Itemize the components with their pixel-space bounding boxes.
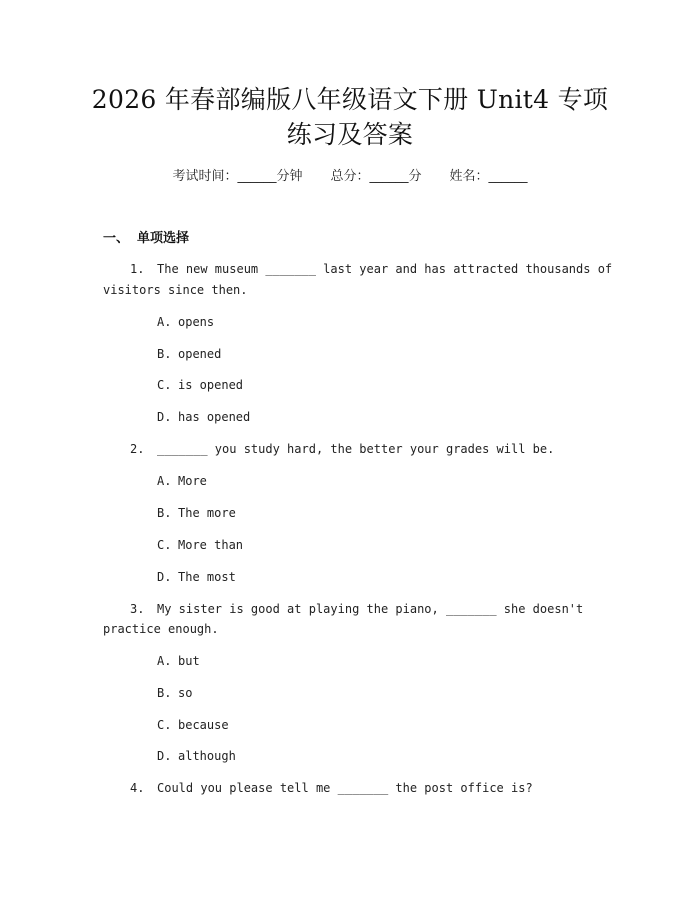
section-title: 单项选择 <box>137 231 190 246</box>
question-2-option-d <box>157 567 236 587</box>
student-name-field: 姓名：______ <box>449 169 528 184</box>
option-text: but <box>178 654 200 668</box>
question-2-line-1 <box>130 439 554 460</box>
exam-time-field: 考试时间：______分钟 <box>172 169 303 184</box>
question-number: 4. <box>130 781 145 795</box>
total-score-field: 总分：______分 <box>330 169 422 184</box>
question-1-option-c <box>157 375 243 395</box>
question-3-option-a <box>157 651 200 671</box>
option-text: The most <box>178 570 236 584</box>
question-text: The new museum _______ last year and has attracted thousands of <box>157 262 613 276</box>
question-number: 1. <box>130 262 145 276</box>
question-2-option-b <box>157 503 236 523</box>
question-4-line-1 <box>130 778 533 799</box>
question-number: 2. <box>130 442 145 456</box>
option-label: D. <box>157 570 172 584</box>
section-number: 一、 <box>103 231 130 246</box>
question-1-option-d <box>157 407 250 427</box>
question-1-option-a <box>157 312 214 332</box>
question-3-option-d <box>157 746 236 766</box>
document-title-line-2: 练习及答案 <box>286 120 414 149</box>
option-text: More than <box>178 538 244 552</box>
option-label: A. <box>157 654 172 668</box>
question-1-option-b <box>157 344 221 364</box>
question-text: Could you please tell me _______ the post office is? <box>157 781 533 795</box>
option-label: A. <box>157 315 172 329</box>
document-title-line-1: 2026 年春部编版八年级语文下册 Unit4 专项 <box>91 85 609 114</box>
question-text: My sister is good at playing the piano, _______ she doesn't <box>157 602 584 616</box>
question-3-option-c <box>157 715 229 735</box>
option-text: More <box>178 474 207 488</box>
option-text: because <box>178 718 229 732</box>
option-text: opened <box>178 347 222 361</box>
question-text: _______ you study hard, the better your grades will be. <box>157 442 555 456</box>
option-label: B. <box>157 347 172 361</box>
exam-info-row <box>0 167 700 187</box>
section-heading <box>103 229 189 249</box>
option-label: D. <box>157 749 172 763</box>
option-text: The more <box>178 506 236 520</box>
option-text: is opened <box>178 378 244 392</box>
question-3-line-2: practice enough. <box>103 622 219 636</box>
question-number: 3. <box>130 602 145 616</box>
option-text: has opened <box>178 410 251 424</box>
question-3-line-1 <box>130 599 583 620</box>
option-label: C. <box>157 718 172 732</box>
question-2-option-c <box>157 535 243 555</box>
option-text: so <box>178 686 193 700</box>
question-1-line-2: visitors since then. <box>103 283 248 297</box>
option-label: C. <box>157 378 172 392</box>
option-label: D. <box>157 410 172 424</box>
option-label: A. <box>157 474 172 488</box>
option-label: C. <box>157 538 172 552</box>
option-text: opens <box>178 315 215 329</box>
question-1-line-1 <box>130 259 612 280</box>
question-2-option-a <box>157 471 207 491</box>
option-label: B. <box>157 506 172 520</box>
question-3-option-b <box>157 683 192 703</box>
option-label: B. <box>157 686 172 700</box>
option-text: although <box>178 749 236 763</box>
